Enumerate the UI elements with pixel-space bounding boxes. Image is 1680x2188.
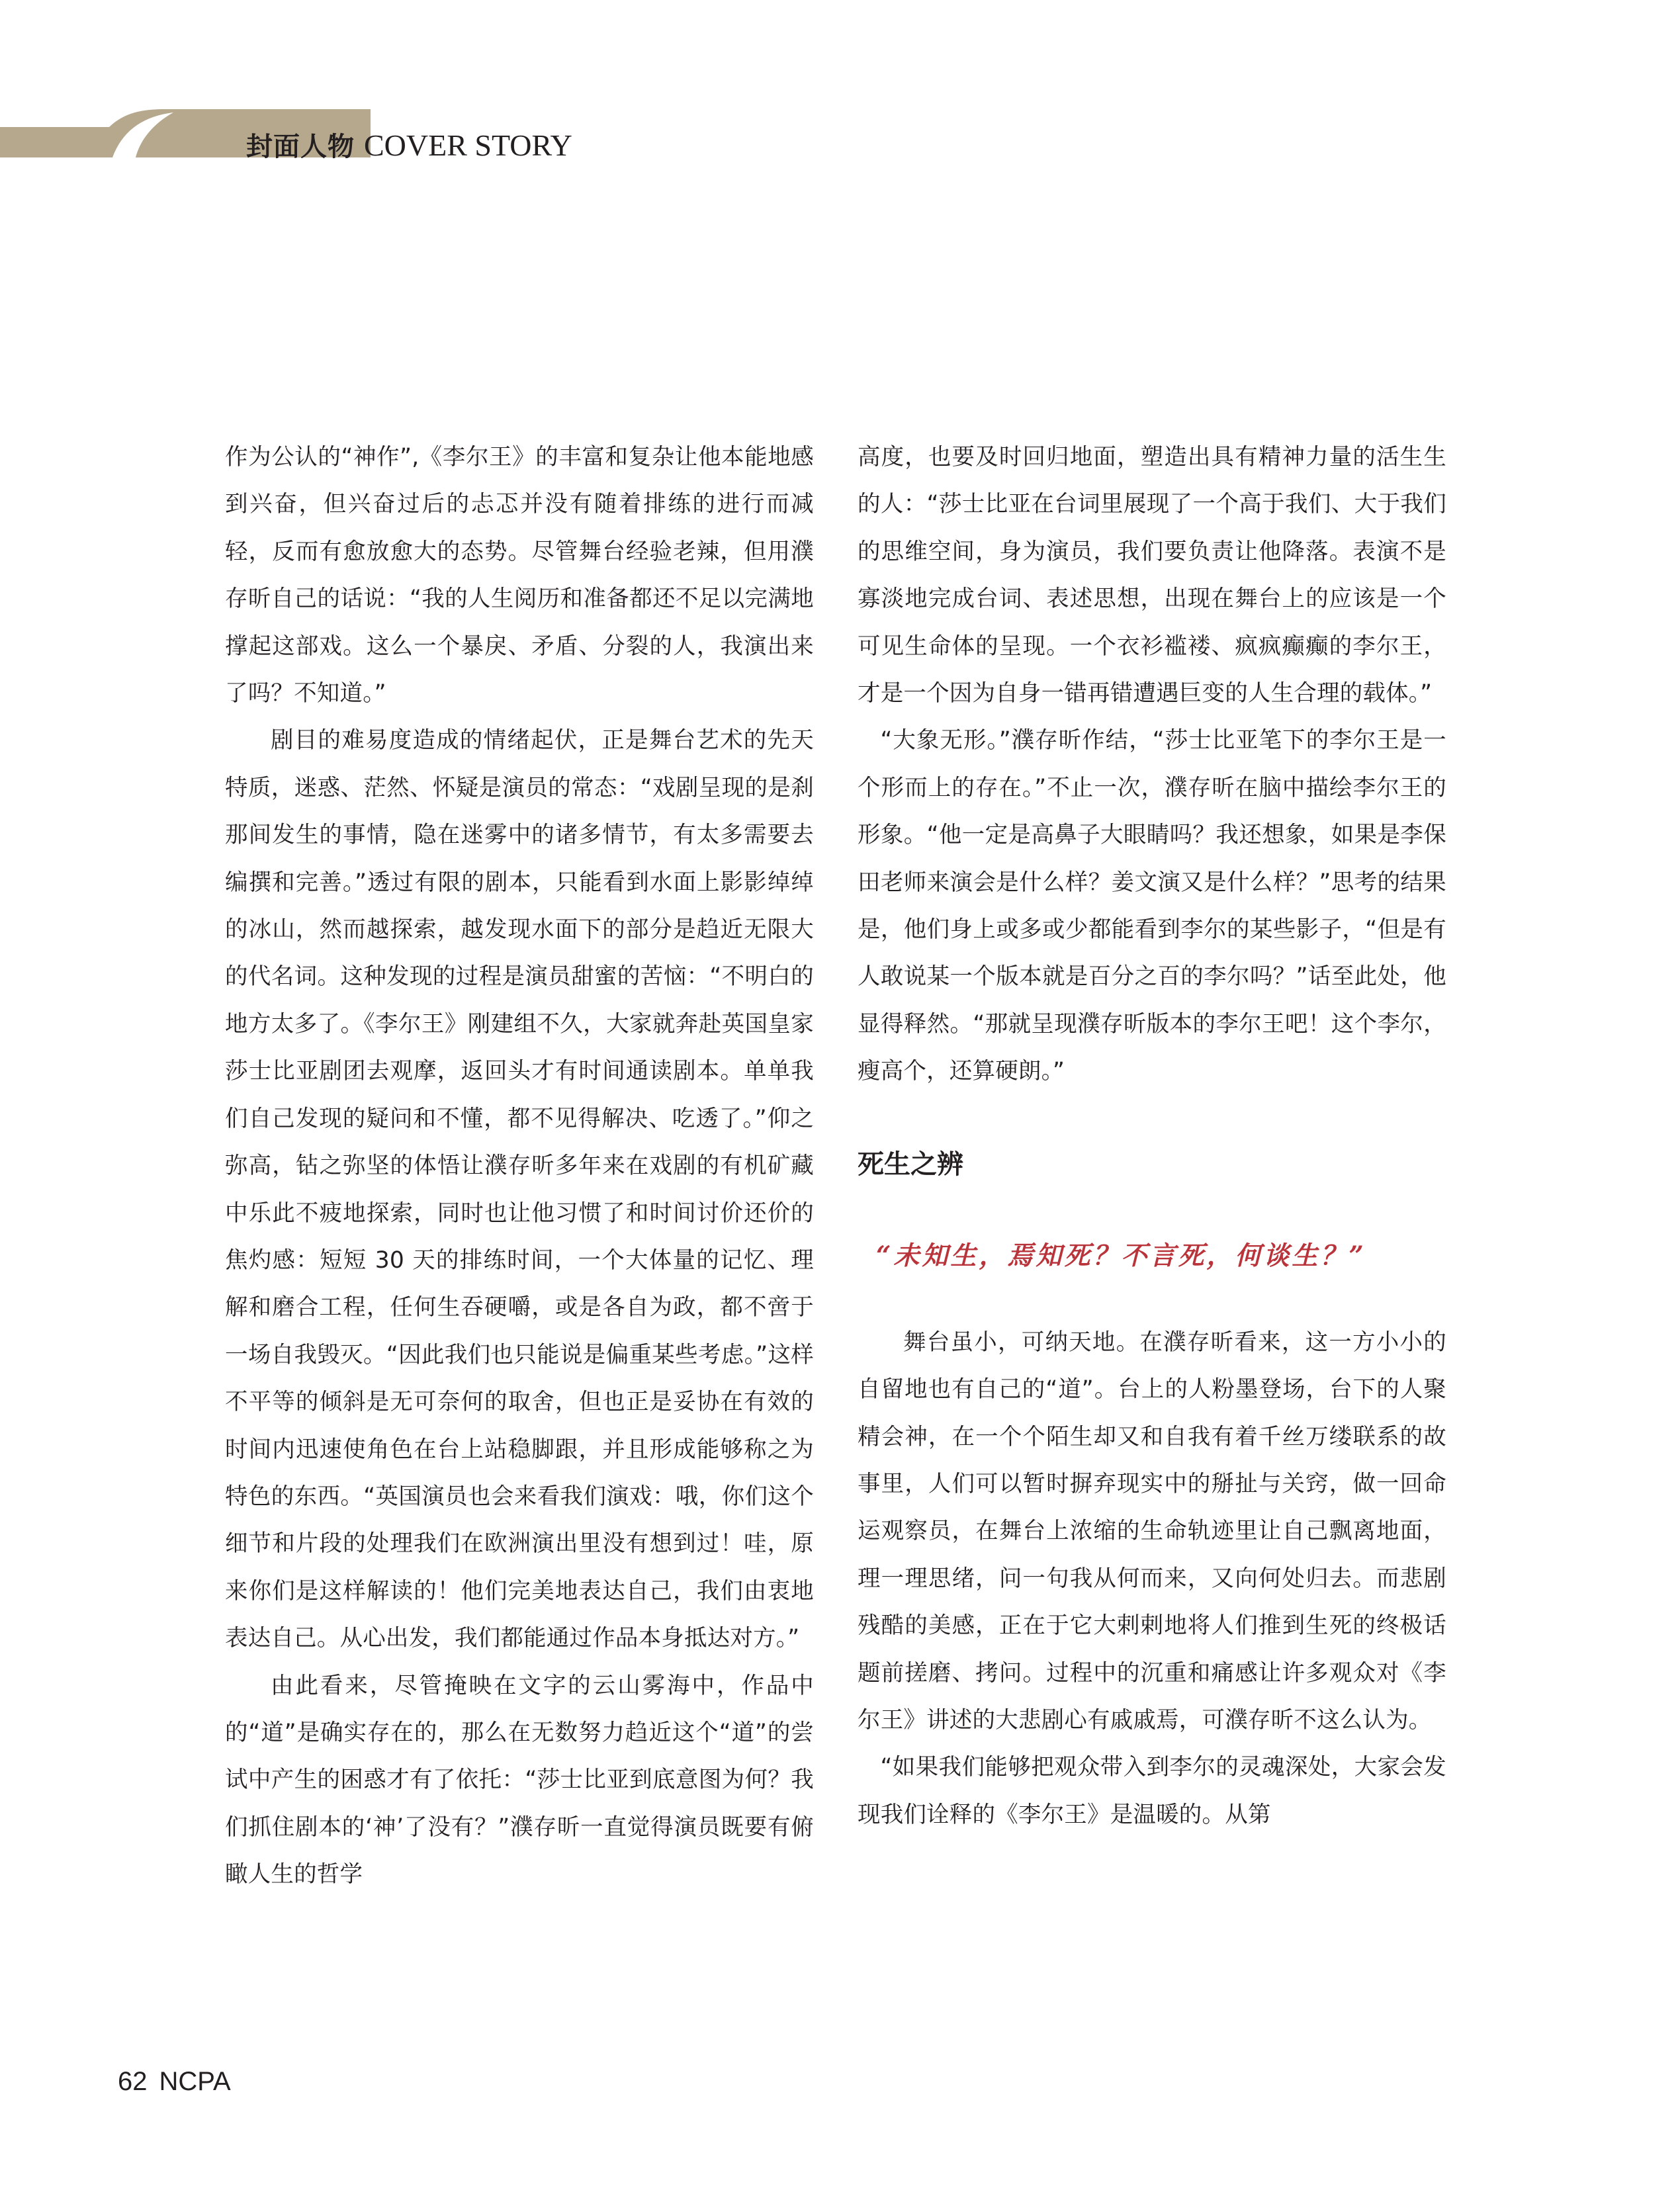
body-paragraph: “大象无形。”濮存昕作结，“莎士比亚笔下的李尔王是一个形而上的存在。”不止一次，濮存昕在脑中描绘李尔王的形象。“他一定是高鼻子大眼睛吗？我还想象，如果是李保田老师来演会是什么样？姜文演又是什么样？”思考的结果是，他们身上或多或少都能看到李尔的某些影子，“但是有人敢说某一个版本就是百分之百的李尔吗？”话至此处，他显得释然。“那就呈现濮存昕版本的李尔王吧！这个李尔，瘦高个，还算硬朗。” bbox=[858, 727, 1446, 1085]
section-title-cn: 封面人物 bbox=[246, 132, 355, 162]
section-title bbox=[246, 126, 572, 161]
right-column bbox=[858, 434, 1446, 1839]
body-paragraph: 高度，也要及时回归地面，塑造出具有精神力量的活生生的人：“莎士比亚在台词里展现了一个高于我们、大于我们的思维空间，身为演员，我们要负责让他降落。表演不是寡淡地完成台词、表述思想，出现在舞台上的应该是一个可见生命体的呈现。一个衣衫褴褛、疯疯癫癫的李尔王，才是一个因为自身一错再错遭遇巨变的人生合理的载体。” bbox=[858, 444, 1446, 707]
left-column bbox=[225, 434, 814, 1899]
page-number: 62 bbox=[118, 2067, 148, 2096]
section-heading: 死生之辨 bbox=[858, 1149, 963, 1180]
body-paragraph: 由此看来，尽管掩映在文字的云山雾海中，作品中的“道”是确实存在的，那么在无数努力趋近这个“道”的尝试中产生的困惑才有了依托：“莎士比亚到底意图为何？我们抓住剧本的‘神’了没有？”濮存昕一直觉得演员既要有俯瞰人生的哲学 bbox=[225, 1672, 814, 1888]
pull-quote: “未知生，焉知死？不言死，何谈生？” bbox=[876, 1240, 1366, 1271]
section-title-en: COVER STORY bbox=[364, 128, 572, 162]
page-footer bbox=[118, 2067, 231, 2107]
body-paragraph: “如果我们能够把观众带入到李尔的灵魂深处，大家会发现我们诠释的《李尔王》是温暖的。从第 bbox=[858, 1754, 1446, 1828]
magazine-name: NCPA bbox=[159, 2067, 231, 2096]
body-paragraph: 剧目的难易度造成的情绪起伏，正是舞台艺术的先天特质，迷惑、茫然、怀疑是演员的常态：“戏剧呈现的是刹那间发生的事情，隐在迷雾中的诸多情节，有太多需要去编撰和完善。”透过有限的剧本，只能看到水面上影影绰绰的冰山，然而越探索，越发现水面下的部分是趋近无限大的代名词。这种发现的过程是演员甜蜜的苦恼：“不明白的地方太多了。《李尔王》刚建组不久，大家就奔赴英国皇家莎士比亚剧团去观摩，返回头才有时间通读剧本。单单我们自己发现的疑问和不懂，都不见得解决、吃透了。”仰之弥高，钻之弥坚的体悟让濮存昕多年来在戏剧的有机矿藏中乐此不疲地探索，同时也让他习惯了和时间讨价还价的焦灼感：短短 30 天的排练时间，一个大体量的记忆、理解和磨合工程，任何生吞硬嚼，或是各自为政，都不啻于一场自我毁灭。“因此我们也只能说是偏重某些考虑。”这样不平等的倾斜是无可奈何的取舍，但也正是妥协在有效的时间内迅速使角色在台上站稳脚跟，并且形成能够称之为特色的东西。“英国演员也会来看我们演戏：哦，你们这个细节和片段的处理我们在欧洲演出里没有想到过！哇，原来你们是这样解读的！他们完美地表达自己，我们由衷地表达自己。从心出发，我们都能通过作品本身抵达对方。” bbox=[225, 727, 814, 1652]
header-band bbox=[0, 0, 1680, 172]
body-paragraph: 作为公认的“神作”,《李尔王》的丰富和复杂让他本能地感到兴奋，但兴奋过后的忐忑并没有随着排练的进行而减轻，反而有愈放愈大的态势。尽管舞台经验老辣，但用濮存昕自己的话说：“我的人生阅历和准备都还不足以完满地撑起这部戏。这么一个暴戾、矛盾、分裂的人，我演出来了吗？不知道。” bbox=[225, 444, 814, 707]
body-paragraph: 舞台虽小，可纳天地。在濮存昕看来，这一方小小的自留地也有自己的“道”。台上的人粉墨登场，台下的人聚精会神，在一个个陌生却又和自我有着千丝万缕联系的故事里，人们可以暂时摒弃现实中的掰扯与关窍，做一回命运观察员，在舞台上浓缩的生命轨迹里让自己飘离地面，理一理思绪，问一句我从何而来，又向何处归去。而悲剧残酷的美感，正在于它大剌剌地将人们推到生死的终极话题前搓磨、拷问。过程中的沉重和痛感让许多观众对《李尔王》讲述的大悲剧心有戚戚焉，可濮存昕不这么认为。 bbox=[858, 1329, 1446, 1733]
